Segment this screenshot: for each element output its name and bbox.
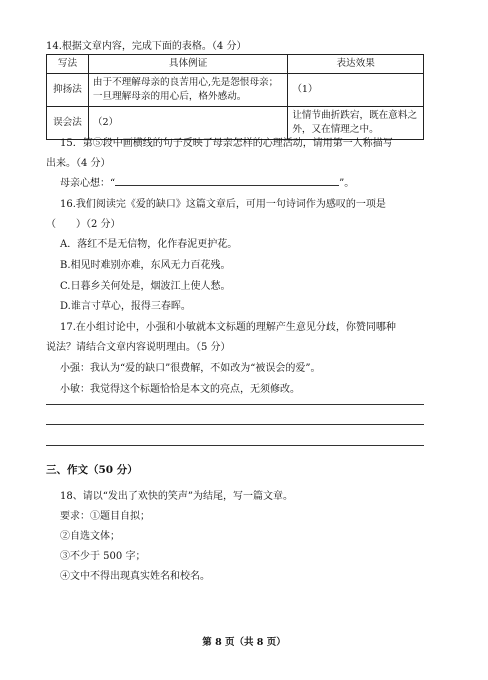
q17-xiaoqiang: 小强：我认为“爱的缺口”很费解，不如改为“被误会的爱”。 bbox=[60, 363, 321, 374]
table-cell: （2） bbox=[88, 107, 287, 140]
q18-requirements-title: 要求：①题目自拟； bbox=[60, 511, 150, 522]
q17-line1: 17.在小组讨论中，小强和小敏就本文标题的理解产生意见分歧，你赞同哪种 bbox=[60, 322, 396, 333]
table-header-row bbox=[47, 55, 424, 74]
q16-option-c: C.日暮乡关何处是，烟波江上使人愁。 bbox=[60, 281, 231, 292]
q14-title: 14.根据文章内容，完成下面的表格。（4 分） bbox=[46, 41, 247, 52]
q16-option-d: D.谁言寸草心，报得三春晖。 bbox=[60, 301, 191, 312]
q15-line1: 15．第⑤段中画横线的句子反映了母亲怎样的心理活动，请用第一人称描写 bbox=[60, 138, 393, 149]
answer-blank[interactable] bbox=[115, 175, 339, 186]
section-heading: 三、作文（50 分） bbox=[46, 464, 138, 476]
table-cell: 由于不理解母亲的良苦用心,先是怨恨母亲；一旦理解母亲的用心后，格外感动。 bbox=[88, 74, 287, 107]
q18-prompt: 18、请以“发出了欢快的笑声”为结尾，写一篇文章。 bbox=[60, 491, 293, 502]
q16-line2: （ ）（2 分） bbox=[46, 219, 121, 230]
table-header: 表达效果 bbox=[288, 55, 424, 74]
q17-xiaomin: 小敏：我觉得这个标题恰恰是本文的亮点，无须修改。 bbox=[60, 384, 300, 395]
q16-line1: 16.我们阅读完《爱的缺口》这篇文章后，可用一句诗词作为感叹的一项是 bbox=[60, 199, 386, 210]
q18-requirement: ④文中不得出现真实姓名和校名。 bbox=[60, 571, 210, 582]
q16-option-a: A．落红不是无信物，化作春泥更护花。 bbox=[60, 239, 238, 250]
q15-answer-prefix: 母亲心想：“ bbox=[60, 178, 116, 189]
table-cell: （1） bbox=[288, 74, 424, 107]
table-row bbox=[47, 74, 424, 107]
table-cell: 让情节曲折跌宕，既在意料之外，又在情理之中。 bbox=[288, 107, 424, 140]
table-header: 具体例证 bbox=[88, 55, 287, 74]
answer-table bbox=[46, 54, 424, 140]
q15-line2: 出来。（4 分） bbox=[46, 158, 111, 169]
q17-line2: 说法？请结合文章内容说明理由。（5 分） bbox=[46, 342, 231, 353]
q18-requirement: ③不少于 500 字； bbox=[60, 551, 146, 562]
page-footer: 第 8 页（共 8 页） bbox=[202, 637, 286, 648]
q18-requirement: ②自选文体； bbox=[60, 531, 120, 542]
answer-line[interactable] bbox=[46, 445, 424, 446]
table-cell: 误会法 bbox=[47, 107, 89, 140]
q15-answer-suffix: ”。 bbox=[339, 178, 355, 189]
answer-line[interactable] bbox=[46, 424, 424, 425]
answer-line[interactable] bbox=[46, 404, 424, 405]
q16-option-b: B.相见时难别亦难，东风无力百花残。 bbox=[60, 260, 231, 271]
q15-answer-line bbox=[60, 174, 354, 189]
table-cell: 抑扬法 bbox=[47, 74, 89, 107]
table-header: 写法 bbox=[47, 55, 89, 74]
